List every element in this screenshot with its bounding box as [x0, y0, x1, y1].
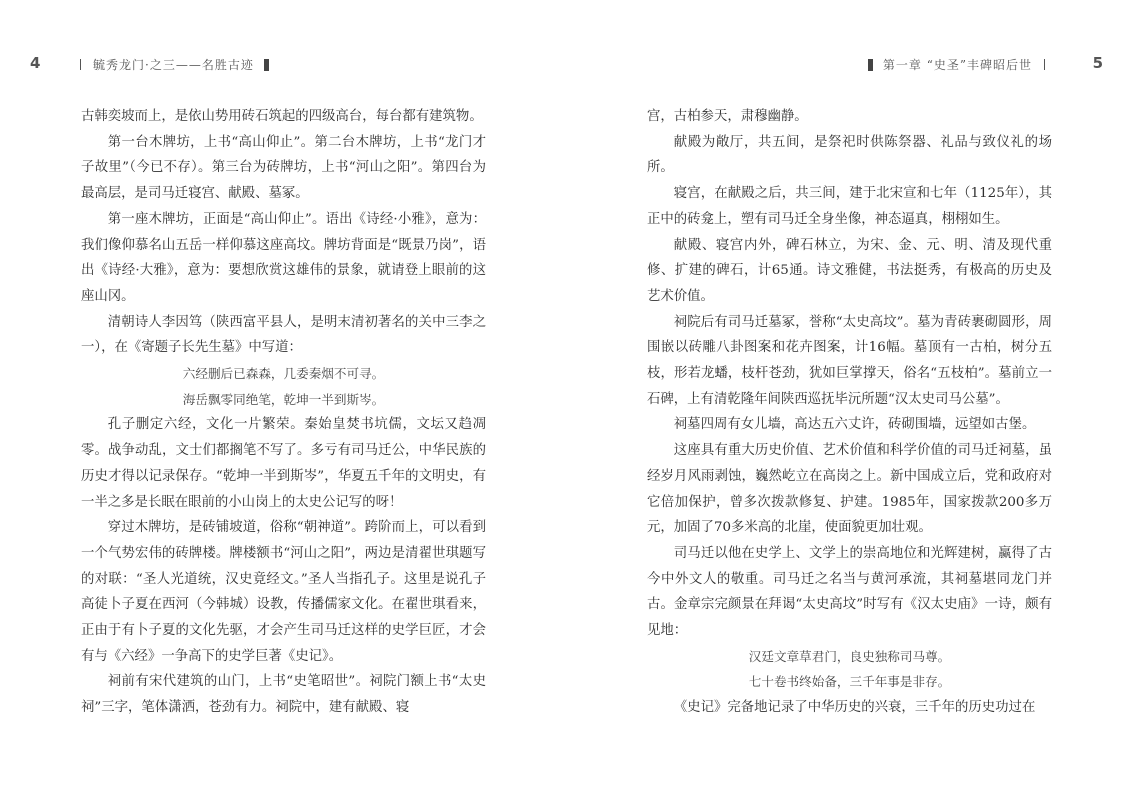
header-divider [80, 59, 81, 70]
header-title: 第一章 “史圣”丰碑昭后世 [882, 58, 1032, 72]
right-page [566, 0, 1133, 799]
paragraph: 穿过木牌坊，是砖铺坡道，俗称“朝神道”。跨阶而上，可以看到一个气势宏伟的砖牌楼。牌楼额书“河山之阳”，两边是清翟世琪题写的对联：“圣人光道统，汉史竟经文。”圣人当指孔子。这里是说孔子高徒卜子夏在西河（今韩城）设教，传播儒家文化。在翟世琪看来，正由于有卜子夏的文化先驱，才会产生司马迁这样的史学巨匠，才会有与《六经》一争高下的史学巨著《史记》。 [81, 520, 486, 664]
paragraph: 《史记》完备地记录了中华历史的兴衰，三千年的历史功过在 [673, 700, 1036, 716]
paragraph: 第一台木牌坊，上书“高山仰止”。第二台木牌坊，上书“龙门才子故里”（今已不存）。第三台为砖牌坊，上书“河山之阳”。第四台为最高层，是司马迁寝宫、献殿、墓冢。 [81, 134, 486, 202]
paragraph: 古韩奕坡而上，是依山势用砖石筑起的四级高台，每台都有建筑物。 [81, 109, 483, 124]
running-header [68, 56, 279, 76]
left-page [0, 0, 566, 799]
paragraph: 献殿、寝宫内外，碑石林立，为宋、金、元、明、清及现代重修、扩建的碑石，计65通。诗文雅健，书法挺秀，有极高的历史及艺术价值。 [647, 237, 1052, 304]
paragraph: 第一座木牌坊，正面是“高山仰止”。语出《诗经·小雅》，意为：我们像仰慕名山五岳一样仰慕这座高坟。牌坊背面是“既景乃岗”，语出《诗经·大雅》，意为：要想欣赏这雄伟的景象，就请登上眼前的这座山冈。 [81, 211, 486, 304]
body-text [647, 104, 1052, 721]
paragraph: 宫，古柏参天，肃穆幽静。 [647, 109, 808, 124]
poem-line: 七十卷书终始备，三千年事是非存。 [748, 674, 951, 690]
header-block-mark [264, 59, 269, 71]
poem-line: 汉廷文章草君门，良史独称司马尊。 [748, 648, 951, 664]
poem-line: 海岳飘零同绝笔，乾坤一半到斯岑。 [182, 391, 385, 407]
paragraph: 清朝诗人李因笃（陕西富平县人，是明末清初著名的关中三李之一），在《寄题子长先生墓》中写道： [81, 314, 486, 356]
poem-line: 六经删后已森森，几委秦烟不可寻。 [182, 366, 385, 382]
paragraph: 司马迁以他在史学上、文学上的崇高地位和光辉建树，赢得了古今中外文人的敬重。司马迁之名当与黄河承流，其祠墓堪同龙门并古。金章宗完颜景在拜谒“太史高坟”时写有《汉太史庙》一诗，颇有见地： [647, 545, 1052, 639]
page-number: 5 [1092, 54, 1103, 72]
header-divider [1044, 59, 1045, 70]
paragraph: 这座具有重大历史价值、艺术价值和科学价值的司马迁祠墓，虽经岁月风雨剥蚀，巍然屹立在高岗之上。新中国成立后，党和政府对它倍加保护，曾多次拨款修复、护建。1985年，国家拨款200多万元，加固了70多米高的北崖，使面貌更加壮观。 [647, 443, 1052, 536]
paragraph: 孔子删定六经，文化一片繁荣。秦始皇焚书坑儒，文坛又趋凋零。战争动乱，文士们都搁笔不写了。多亏有司马迁公，中华民族的历史才得以记录保存。“乾坤一半到斯岑”，华夏五千年的文明史，有一半之多是长眠在眼前的小山岗上的太史公记写的呀！ [81, 417, 486, 510]
paragraph: 祠墓四周有女儿墙，高达五六丈许，砖砌围墙，远望如古堡。 [673, 417, 1036, 433]
page-number: 4 [30, 54, 41, 72]
paragraph: 寝宫，在献殿之后，共三间，建于北宋宣和七年（1125年），其正中的砖龛上，塑有司马迁全身坐像，神态逼真，栩栩如生。 [647, 186, 1052, 227]
paragraph: 祠院后有司马迁墓冢，誉称“太史高坟”。墓为青砖裹砌圆形，周围嵌以砖雕八卦图案和花卉图案，计16幅。墓顶有一古柏，树分五枝，形若龙蟠，枝杆苍劲，犹如巨掌撑天，俗名“五枝柏”。墓前立一石碑，上有清乾隆年间陕西巡抚毕沅所题“汉太史司马公墓”。 [647, 314, 1052, 407]
header-title: 毓秀龙门·之三——名胜古迹 [93, 58, 254, 72]
header-block-mark [868, 59, 873, 71]
paragraph: 献殿为敞厅，共五间，是祭祀时供陈祭器、礼品与致仪礼的场所。 [647, 134, 1052, 176]
running-header [858, 56, 1057, 76]
body-text [81, 104, 486, 721]
paragraph: 祠前有宋代建筑的山门，上书“史笔昭世”。祠院门额上书“太史祠”三字，笔体潇洒，苍劲有力。祠院中，建有献殿、寝 [81, 674, 486, 716]
